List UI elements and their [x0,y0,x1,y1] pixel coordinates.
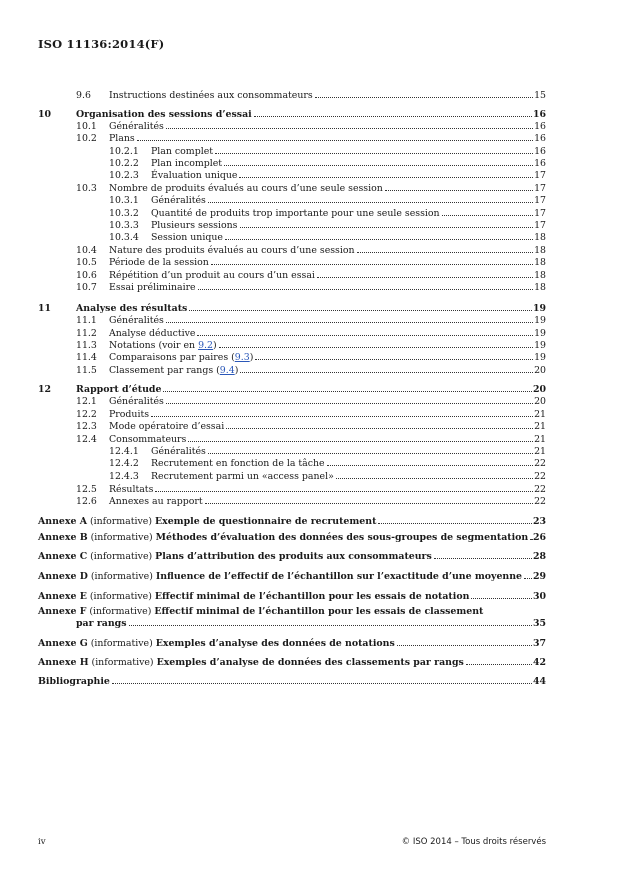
toc-entry-title: Généralités [151,446,206,457]
toc-entry-page: 20 [534,365,546,376]
toc-entry[interactable] [38,270,546,282]
annex-type: (informative) [89,516,152,527]
toc-entry-page: 16 [534,146,546,157]
dot-leader [155,490,533,492]
annex-entry[interactable] [38,638,546,650]
toc-entry-number: 10.3 [76,183,97,194]
toc-entry[interactable] [38,434,546,446]
toc-entry[interactable] [38,396,546,408]
toc-entry-page: 18 [534,245,546,256]
toc-entry-page: 21 [534,421,546,432]
toc-entry-number: 11.4 [76,352,97,363]
annex-title: Effectif minimal de l’échantillon pour les essais de classement [154,606,484,617]
annex-type: (informative) [91,657,154,668]
toc-entry-title [109,340,217,352]
dot-leader [524,577,532,579]
toc-entry-number: 12 [38,384,52,395]
annex-entry[interactable] [38,657,546,669]
clause-reference-link[interactable]: 9.4 [219,365,235,376]
toc-entry[interactable] [38,121,546,133]
toc-entry[interactable] [38,90,546,102]
annex-page: 37 [532,638,546,649]
toc-entry-page: 18 [534,232,546,243]
toc-entry[interactable] [38,220,546,232]
toc-entry[interactable] [38,365,546,377]
toc-entry-title: Généralités [109,121,164,132]
clause-reference-link[interactable]: 9.2 [198,340,213,351]
toc-entry-page: 17 [534,208,546,219]
toc-entry-title-suffix: ) [249,352,254,363]
toc-entry-page: 19 [534,315,546,326]
toc-entry-page: 19 [534,352,546,363]
annex-title: Exemple de questionnaire de recrutement [154,516,377,527]
toc-entry-number: 10.4 [76,245,97,256]
annex-title: Plans d’attribution des produits aux consommateurs [155,551,432,562]
annex-type: (informative) [90,638,153,649]
toc-entry-page: 19 [534,340,546,351]
toc-entry-number: 9.6 [76,90,91,101]
dot-leader [137,139,533,141]
annex-page: 42 [532,657,546,668]
toc-entry-title-suffix: ) [213,340,217,351]
copyright-notice: © ISO 2014 – Tous droits réservés [401,837,546,847]
toc-entry-title: Nature des produits évalués au cours d’une session [109,245,355,256]
toc-entry-number: 11.2 [76,328,97,339]
toc-entry-title: Produits [109,409,150,420]
toc-entry-title: Recrutement en fonction de la tâche [151,458,325,469]
toc-entry[interactable] [38,340,546,352]
dot-leader [188,440,533,442]
toc-entry[interactable] [38,245,546,257]
toc-entry-title: Analyse déductive [109,328,196,339]
toc-entry-page: 18 [534,270,546,281]
toc-entry-number: 10.3.2 [109,208,139,219]
bibliography-page: 44 [532,676,546,687]
toc-entry[interactable] [38,421,546,433]
toc-entry-title [109,365,238,377]
dot-leader [219,346,533,348]
toc-entry-page: 22 [534,471,546,482]
toc-entry[interactable] [38,409,546,421]
toc-entry-page: 21 [534,434,546,445]
annex-title: Effectif minimal de l’échantillon pour les essais de notation [154,591,470,602]
toc-entry-title: Plan complet [151,146,214,157]
toc-entry-number: 12.1 [76,396,97,407]
dot-leader [166,402,533,404]
toc-entry-title-text: Classement par rangs ( [109,365,220,376]
toc-entry-number: 10.7 [76,282,97,293]
toc-entry-page: 19 [532,303,546,314]
toc-entry-number: 10.2.2 [109,158,139,169]
dot-leader [254,115,532,117]
toc-entry-title: Répétition d’un produit au cours d’un essai [109,270,315,281]
annex-page: 35 [532,618,546,629]
toc-entry-title-text: Notations (voir en [109,340,199,351]
toc-entry-number: 12.4 [76,434,97,445]
dot-leader [166,127,533,129]
annex-entry[interactable] [38,571,546,583]
page-number: iv [38,837,46,847]
annex-entry[interactable] [38,516,546,528]
toc-entry-page: 18 [534,257,546,268]
dot-leader [198,288,533,290]
toc-entry-number: 10.2 [76,133,97,144]
toc-entry[interactable] [38,133,546,145]
dot-leader [471,597,532,599]
toc-entry-title: Nombre de produits évalués au cours d’une seule session [109,183,383,194]
dot-leader [530,538,532,540]
annex-title-continued: par rangs [76,618,127,629]
dot-leader [208,452,533,454]
toc-entry[interactable] [38,484,546,496]
toc-entry-title: Analyse des résultats [76,303,188,314]
toc-entry-page: 22 [534,484,546,495]
toc-entry[interactable] [38,471,546,483]
toc-entry-title: Généralités [109,396,164,407]
annex-page: 26 [532,532,546,543]
toc-entry-number: 10.3.1 [109,195,139,206]
toc-entry[interactable] [38,232,546,244]
toc-entry-title: Essai préliminaire [109,282,196,293]
toc-entry-page: 20 [532,384,546,395]
annex-page: 29 [532,571,546,582]
toc-entry-number: 12.4.1 [109,446,139,457]
toc-entry[interactable] [38,158,546,170]
toc-entry[interactable] [38,146,546,158]
toc-entry-number: 10.3.3 [109,220,139,231]
annex-label: Annexe A [38,516,87,527]
annex-type: (informative) [90,571,153,582]
toc-entry[interactable] [38,315,546,327]
toc-entry-page: 17 [534,183,546,194]
toc-entry-page: 15 [534,90,546,101]
toc-entry-page: 16 [534,158,546,169]
clause-reference-link[interactable]: 9.3 [234,352,250,363]
annex-title: Influence de l’effectif de l’échantillon sur l’exactitude d’une moyenne [155,571,523,582]
toc-entry-title: Organisation des sessions d’essai [76,109,252,120]
dot-leader [255,358,533,360]
toc-entry-page: 22 [534,458,546,469]
toc-entry-page: 21 [534,409,546,420]
toc-entry[interactable] [38,282,546,294]
toc-entry[interactable] [38,458,546,470]
annex-page: 28 [532,551,546,562]
dot-leader [225,238,533,240]
annex-page: 23 [532,516,546,527]
toc-entry-number: 10.3.4 [109,232,139,243]
dot-leader [166,321,533,323]
toc-entry[interactable] [38,183,546,195]
toc-entry-number: 11.1 [76,315,97,326]
toc-entry-title: Instructions destinées aux consommateurs [109,90,313,101]
toc-entry-page: 22 [534,496,546,507]
toc-entry-page: 21 [534,446,546,457]
toc-entry-title: Résultats [109,484,154,495]
dot-leader [336,477,533,479]
dot-leader [211,263,533,265]
annex-entry[interactable] [38,591,546,603]
dot-leader [226,427,533,429]
document-id: ISO 11136:2014(F) [38,37,165,51]
toc-entry-title: Plan incomplet [151,158,223,169]
dot-leader [315,96,533,98]
toc-entry-page: 16 [534,133,546,144]
toc-entry[interactable] [38,352,546,364]
annex-entry[interactable] [38,551,546,563]
toc-entry-title: Consommateurs [109,434,187,445]
toc-entry-number: 10 [38,109,52,120]
annex-label: Annexe C [38,551,88,562]
toc-entry-title: Généralités [109,315,164,326]
toc-entry[interactable] [38,257,546,269]
annex-title: Exemples d’analyse des données de notations [155,638,395,649]
toc-entry-number: 12.5 [76,484,97,495]
toc-entry-page: 16 [534,121,546,132]
toc-entry-title: Mode opératoire d’essai [109,421,225,432]
dot-leader [224,164,533,166]
toc-entry[interactable] [38,170,546,182]
dot-leader [385,189,533,191]
toc-entry-number: 12.4.3 [109,471,139,482]
annex-label: Annexe H [38,657,89,668]
toc-entry-number: 10.6 [76,270,97,281]
toc-entry[interactable] [38,496,546,508]
dot-leader [442,214,533,216]
annex-entry[interactable] [38,532,546,544]
annex-title: Méthodes d’évaluation des données des sous-groupes de segmentation [155,532,529,543]
toc-entry-number: 11.3 [76,340,97,351]
toc-entry-page: 17 [534,220,546,231]
dot-leader [434,557,532,559]
dot-leader [239,176,533,178]
dot-leader [163,390,532,392]
annex-type: (informative) [90,532,153,543]
toc-entry[interactable] [38,446,546,458]
toc-entry-title: Période de la session [109,257,209,268]
toc-entry[interactable] [38,303,546,315]
dot-leader [378,522,532,524]
toc-entry-number: 10.1 [76,121,97,132]
dot-leader [197,334,533,336]
bibliography-title: Bibliographie [38,676,110,687]
dot-leader [357,251,534,253]
annex-label: Annexe G [38,638,88,649]
toc-entry-page: 16 [532,109,546,120]
annex-title: Exemples d’analyse de données des classements par rangs [156,657,464,668]
dot-leader [112,682,532,684]
dot-leader [205,502,533,504]
toc-entry-title: Session unique [151,232,223,243]
toc-entry-number: 12.6 [76,496,97,507]
toc-entry-title: Plusieurs sessions [151,220,238,231]
dot-leader [129,624,532,626]
toc-entry-title: Rapport d’étude [76,384,162,395]
toc-entry-title: Évaluation unique [151,170,238,181]
toc-entry-number: 10.2.3 [109,170,139,181]
toc-entry-number: 12.2 [76,409,97,420]
toc-entry-title-text: Comparaisons par paires ( [109,352,235,363]
annex-page: 30 [532,591,546,602]
dot-leader [397,644,532,646]
toc-entry-page: 17 [534,170,546,181]
annex-label: Annexe E [38,591,87,602]
annex-entry[interactable] [38,606,546,630]
toc-entry-title: Annexes au rapport [109,496,203,507]
toc-entry-page: 18 [534,282,546,293]
dot-leader [189,309,532,311]
toc-entry[interactable] [38,109,546,121]
toc-entry-number: 11 [38,303,52,314]
toc-entry[interactable] [38,328,546,340]
toc-entry-page: 20 [534,396,546,407]
toc-entry[interactable] [38,384,546,396]
toc-entry-title: Généralités [151,195,206,206]
toc-entry-number: 12.3 [76,421,97,432]
toc-entry-number: 10.5 [76,257,97,268]
toc-entry-number: 10.2.1 [109,146,139,157]
toc-entry-title: Plans [109,133,135,144]
toc-entry-number: 12.4.2 [109,458,139,469]
annex-label: Annexe F [38,606,87,617]
toc-entry-title: Quantité de produits trop importante pour une seule session [151,208,440,219]
toc-entry-title-suffix: ) [234,365,239,376]
toc-entry-title [109,352,253,364]
annex-type: (informative) [89,606,152,617]
dot-leader [327,464,533,466]
annex-label: Annexe D [38,571,88,582]
dot-leader [317,276,533,278]
toc-entry-number: 11.5 [76,365,97,376]
dot-leader [240,226,534,228]
toc-entry-page: 17 [534,195,546,206]
annex-type: (informative) [89,591,152,602]
dot-leader [151,415,533,417]
toc-entry[interactable] [38,208,546,220]
annex-type: (informative) [90,551,153,562]
bibliography-entry[interactable] [38,676,546,688]
toc-entry[interactable] [38,195,546,207]
dot-leader [466,663,532,665]
dot-leader [240,371,533,373]
dot-leader [215,152,533,154]
toc-entry-title: Recrutement parmi un «access panel» [151,471,334,482]
annex-label: Annexe B [38,532,88,543]
toc-entry-page: 19 [534,328,546,339]
dot-leader [208,201,533,203]
